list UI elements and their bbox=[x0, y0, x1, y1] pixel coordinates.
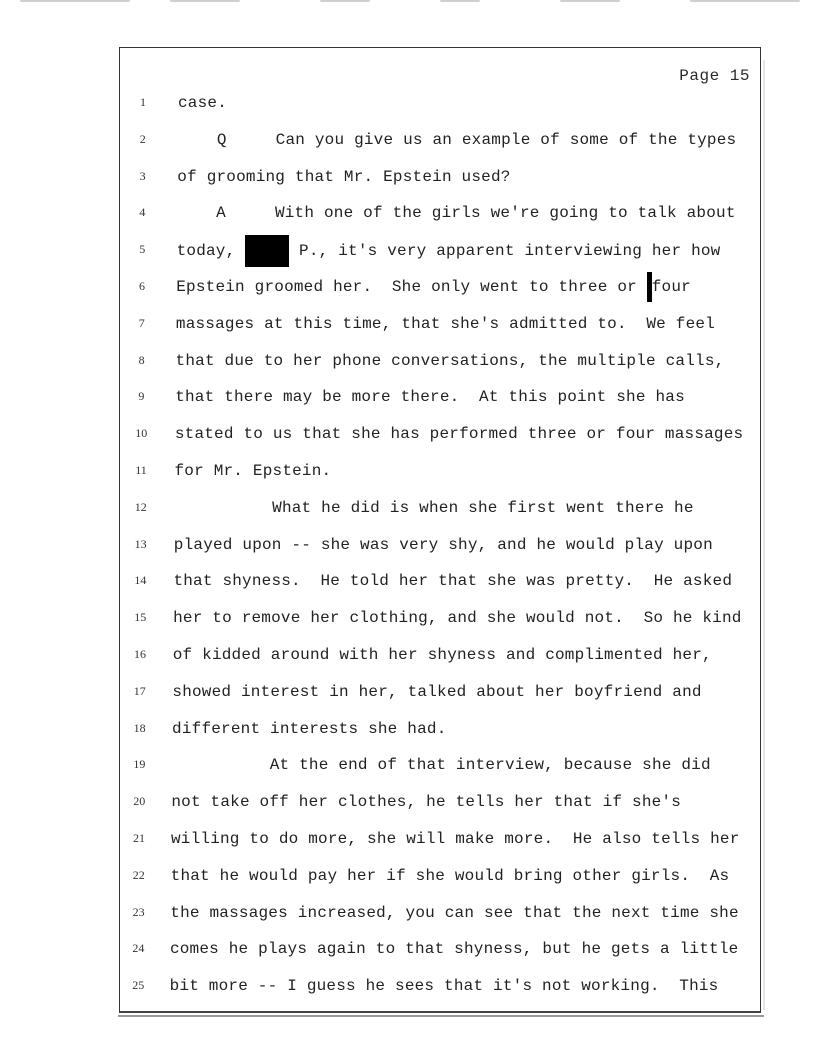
line-number: 7 bbox=[138, 315, 145, 330]
line-number: 25 bbox=[132, 978, 145, 993]
line-number: 5 bbox=[139, 242, 146, 257]
line-number: 14 bbox=[134, 573, 147, 588]
transcript-line: different interests she had. bbox=[172, 719, 447, 738]
line-number: 13 bbox=[134, 536, 147, 551]
line-text-segment: today, bbox=[176, 242, 246, 261]
line-number: 2 bbox=[139, 131, 146, 146]
line-number: 9 bbox=[138, 389, 145, 404]
transcript-line: willing to do more, she will make more. He also tells her bbox=[171, 830, 740, 848]
transcript-line: that shyness. He told her that she was pretty. He asked bbox=[173, 572, 733, 591]
transcript-line: stated to us that she has performed three or four massages bbox=[174, 425, 744, 444]
transcript-line: A With one of the girls we're going to talk about bbox=[176, 204, 736, 223]
transcript-line: of kidded around with her shyness and complimented her, bbox=[172, 646, 712, 664]
scan-artifact-top bbox=[0, 0, 821, 8]
line-text-segment: four bbox=[651, 278, 691, 297]
line-number: 1 bbox=[140, 95, 146, 109]
page-number: Page 15 bbox=[679, 67, 750, 85]
transcript-line: At the end of that interview, because she did bbox=[171, 756, 711, 775]
line-number: 15 bbox=[134, 610, 147, 625]
line-number: 10 bbox=[135, 426, 148, 441]
line-number: 3 bbox=[139, 168, 146, 183]
transcript-line bbox=[176, 278, 691, 296]
transcript-line: massages at this time, that she's admitted to. We feel bbox=[175, 314, 715, 333]
line-number: 23 bbox=[132, 904, 145, 919]
line-number: 11 bbox=[135, 463, 147, 477]
line-text-segment: Epstein groomed her. She only went to three or bbox=[176, 278, 647, 297]
transcript-line: that due to her phone conversations, the multiple calls, bbox=[175, 351, 725, 370]
line-number: 19 bbox=[133, 757, 146, 772]
transcript-line bbox=[177, 241, 721, 261]
line-number: 21 bbox=[133, 831, 145, 845]
transcript-line: What he did is when she first went there he bbox=[174, 498, 694, 517]
line-number: 16 bbox=[134, 647, 146, 661]
transcript-line: of grooming that Mr. Epstein used? bbox=[177, 167, 511, 186]
transcript-line: the massages increased, you can see that the next time she bbox=[170, 903, 739, 922]
transcript-line: for Mr. Epstein. bbox=[174, 462, 332, 480]
redaction-block bbox=[245, 235, 289, 267]
transcript-line: comes he plays again to that shyness, but he gets a little bbox=[169, 940, 739, 959]
transcript-line: that there may be more there. At this point she has bbox=[175, 388, 685, 407]
line-number: 12 bbox=[134, 499, 147, 514]
line-number: 22 bbox=[132, 867, 145, 882]
transcript-line: case. bbox=[178, 94, 228, 112]
line-number: 17 bbox=[133, 683, 146, 698]
transcript-line: bit more -- I guess he sees that it's not working. This bbox=[169, 977, 719, 996]
scan-artifact-edge bbox=[763, 60, 765, 1010]
transcript-line: showed interest in her, talked about her boyfriend and bbox=[172, 682, 702, 701]
line-number: 4 bbox=[139, 205, 146, 220]
transcript-line: not take off her clothes, he tells her that if she's bbox=[171, 793, 682, 812]
transcript-line: her to remove her clothing, and she would not. So he kind bbox=[173, 609, 742, 628]
transcript-line: played upon -- she was very shy, and he would play upon bbox=[173, 535, 713, 554]
line-number: 24 bbox=[132, 941, 145, 956]
transcript-line: Q Can you give us an example of some of the types bbox=[177, 130, 737, 149]
line-number: 6 bbox=[139, 279, 145, 293]
transcript-line: that he would pay her if she would bring other girls. As bbox=[170, 866, 730, 885]
line-text-segment: P., it's very apparent interviewing her how bbox=[289, 242, 721, 261]
line-number: 18 bbox=[133, 720, 146, 735]
line-number: 8 bbox=[138, 352, 145, 367]
line-number: 20 bbox=[133, 794, 146, 809]
